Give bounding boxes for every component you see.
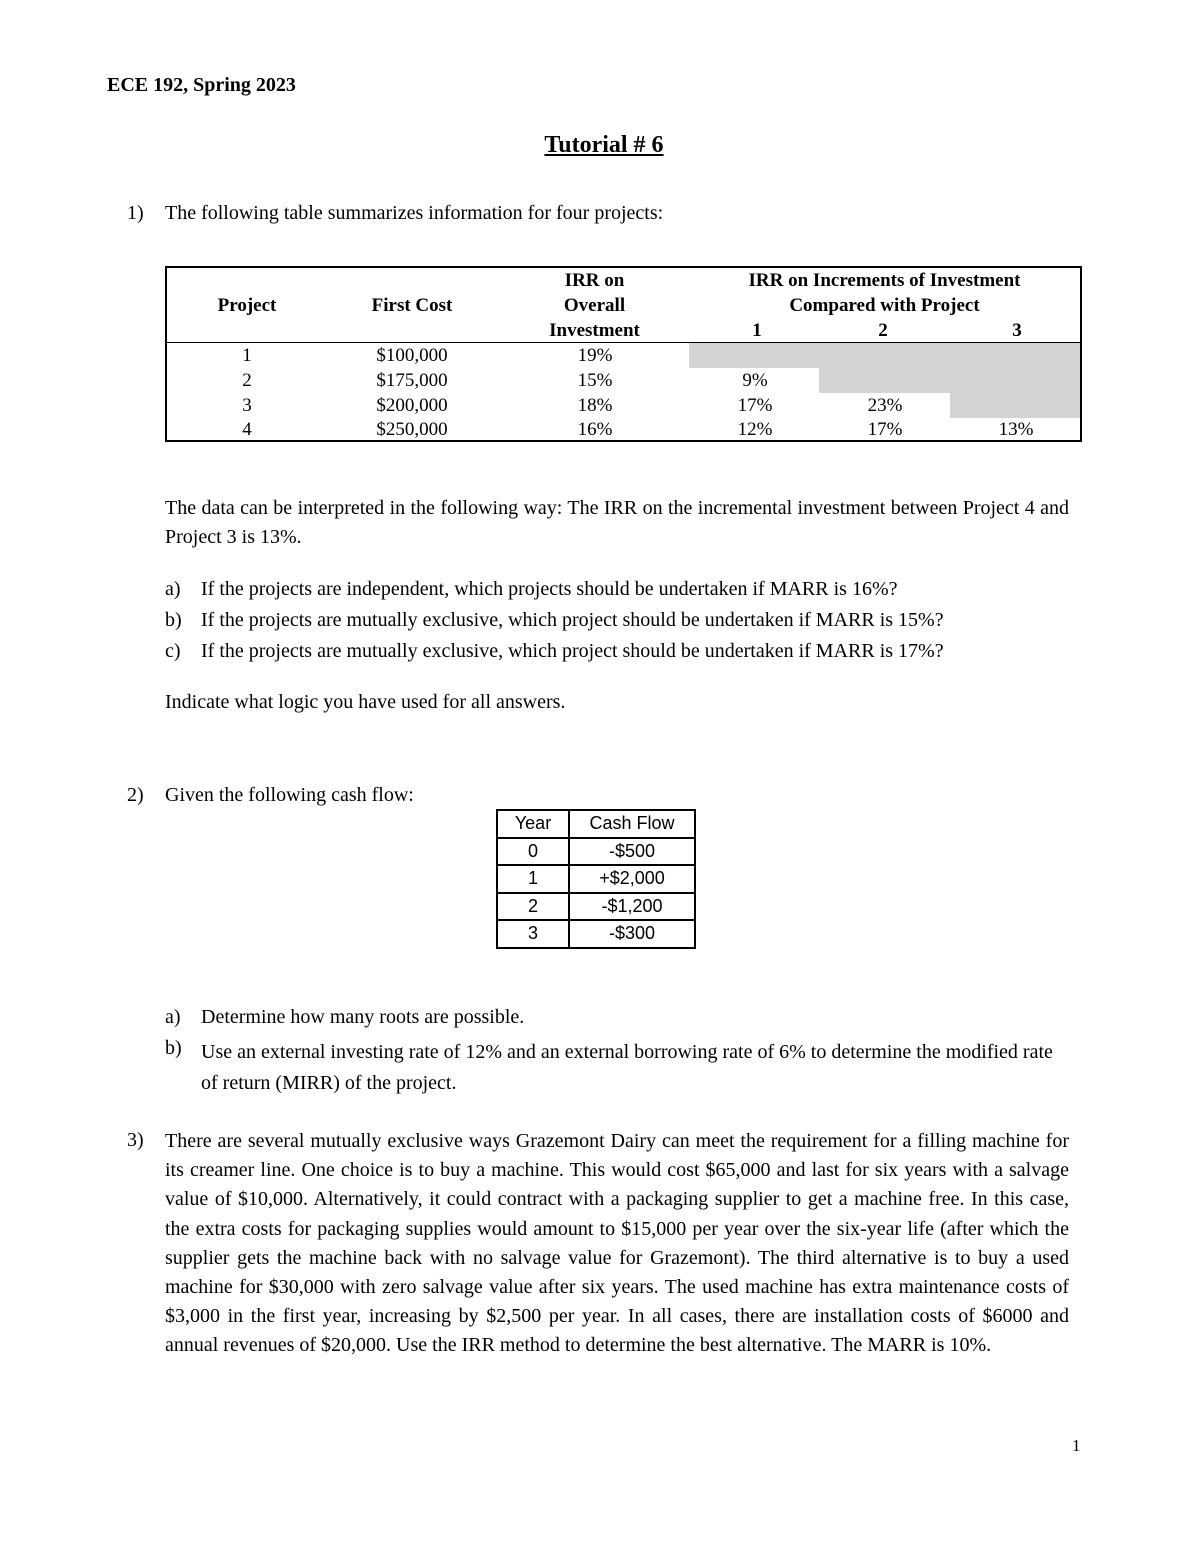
interpretation-paragraph: The data can be interpreted in the following way: The IRR on the incremental investment between Project 4 and Project 3 is 13%.: [165, 497, 1069, 549]
header-project: Project: [217, 295, 277, 316]
shaded-cells-row3: [950, 393, 1080, 418]
header-irr-on: IRR on: [564, 270, 625, 291]
part-text: Use an external investing rate of 12% and an external borrowing rate of 6% to determine the modified rate of return (MIRR) of the project.: [201, 1041, 1053, 1094]
question-3-text: There are several mutually exclusive ways Grazemont Dairy can meet the requirement for a filling machine for its creamer line. One choice is to buy a machine. This would cost $65,000 and last for six years with a salvage value of $10,000. Alternatively, it could contract with a packaging supplier to get a machine free. In this case, the extra costs for packaging supplies would amount to $15,000 per year over the six-year life (after which the supplier gets the machine back with no salvage value for Grazemont). The third alternative is to buy a used machine for $30,000 with zero salvage value after six years. The used machine has extra maintenance costs of $3,000 in the first year, increasing by $2,500 per year. In all cases, there are installation costs of $6000 and annual revenues of $20,000. Use the IRR method to determine the best alternative. The MARR is 10%.: [165, 1130, 1069, 1357]
part-label: c): [165, 640, 181, 662]
shaded-cells-row2: [819, 368, 1080, 393]
table-cell: 4: [242, 419, 252, 440]
header-compared-3: 3: [1012, 320, 1022, 341]
table-cell: 23%: [867, 395, 903, 416]
logic-note: Indicate what logic you have used for all answers.: [165, 691, 566, 713]
table-cell: 16%: [577, 419, 613, 440]
table-cell: 0: [497, 838, 569, 866]
table-cell: 1: [497, 865, 569, 893]
projects-table: [165, 266, 1082, 442]
table-cell: 17%: [737, 395, 773, 416]
table-cell: 12%: [737, 419, 773, 440]
question-1-number: 1): [127, 202, 144, 224]
table-cell: 9%: [742, 370, 768, 391]
question-1-intro: The following table summarizes information for four projects:: [165, 202, 664, 224]
part-text: Determine how many roots are possible.: [201, 1006, 525, 1028]
table-cell: 1: [242, 345, 252, 366]
question-2-intro: Given the following cash flow:: [165, 784, 414, 806]
header-first-cost: First Cost: [371, 295, 453, 316]
question-2-number: 2): [127, 784, 144, 806]
part-label: a): [165, 578, 181, 600]
table-cell: -$1,200: [569, 893, 695, 921]
table-header-divider: [167, 342, 1080, 343]
table-cell: 13%: [998, 419, 1034, 440]
part-label: a): [165, 1006, 181, 1028]
table-cell: 2: [497, 893, 569, 921]
page-number: 1: [1072, 1436, 1081, 1455]
header-cash-flow: Cash Flow: [569, 810, 695, 838]
table-row: [497, 810, 695, 838]
part-label: b): [165, 609, 182, 631]
course-header: ECE 192, Spring 2023: [107, 74, 296, 96]
table-cell: $200,000: [376, 395, 448, 416]
table-cell: +$2,000: [569, 865, 695, 893]
table-cell: 15%: [577, 370, 613, 391]
table-cell: 17%: [867, 419, 903, 440]
header-overall: Overall: [563, 295, 626, 316]
table-row: [497, 865, 695, 893]
header-irr-increments: IRR on Increments of Investment: [748, 270, 1021, 291]
question-3-number: 3): [127, 1129, 144, 1151]
part-text: If the projects are mutually exclusive, which project should be undertaken if MARR is 15%?: [201, 609, 944, 631]
table-row: [497, 893, 695, 921]
cash-flow-table: [496, 809, 696, 949]
table-cell: 18%: [577, 395, 613, 416]
table-cell: 19%: [577, 345, 613, 366]
table-cell: $250,000: [376, 419, 448, 440]
table-row: [497, 838, 695, 866]
header-investment: Investment: [549, 320, 640, 341]
table-cell: $175,000: [376, 370, 448, 391]
part-text: If the projects are independent, which projects should be undertaken if MARR is 16%?: [201, 578, 898, 600]
header-compared-2: 2: [878, 320, 888, 341]
table-cell: $100,000: [376, 345, 448, 366]
header-compared-with: Compared with Project: [789, 295, 980, 316]
table-cell: -$300: [569, 920, 695, 948]
table-cell: 2: [242, 370, 252, 391]
table-cell: -$500: [569, 838, 695, 866]
table-cell: 3: [242, 395, 252, 416]
part-label: b): [165, 1037, 182, 1059]
page-title: Tutorial # 6: [544, 132, 664, 158]
table-row: [497, 920, 695, 948]
shaded-cells-row1: [689, 343, 1080, 368]
part-text: If the projects are mutually exclusive, which project should be undertaken if MARR is 17%?: [201, 640, 944, 662]
header-compared-1: 1: [752, 320, 762, 341]
table-cell: 3: [497, 920, 569, 948]
header-year: Year: [497, 810, 569, 838]
